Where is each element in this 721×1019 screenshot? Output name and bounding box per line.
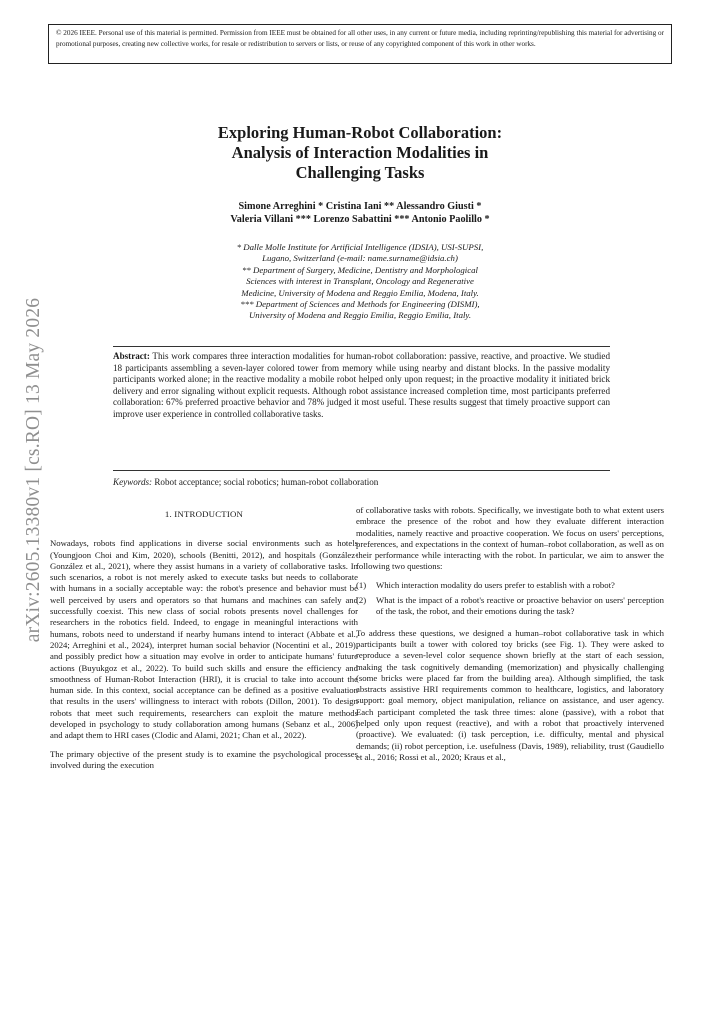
affiliation-line-3: ** Department of Surgery, Medicine, Dentistry and Morphological [242,264,478,275]
title-line-3: Challenging Tasks [295,163,425,182]
left-column [50,509,358,778]
intro-paragraph-2: The primary objective of the present study is to examine the psychological processes involved during the execution [50,748,358,770]
authors-line-1: Simone Arreghini * Cristina Iani ** Alessandro Giusti * [238,201,482,212]
intro-paragraph-4: To address these questions, we designed a human–robot collaborative task in which participants built a tower with colored toy bricks (see Fig. 1). They were asked to reproduce a seven-level color sequence shown briefly at the start of each session, making the task cognitively demanding (memorization) and physically challenging (some bricks were placed far from the building area). Although simplified, the task abstracts assistive HRI requirements common to healthcare, logistics, and laboratory support: goal memory, object manipulation, reliance on assistance, and user agency. Each participant completed the task three times: alone (passive), with a robot that helped only upon request (reactive), and with a robot that proactively intervened (proactive). We evaluated: (i) task perception, i.e. difficulty, mental and physical demands; (ii) robot perception, i.e. usefulness (Davis, 1989), reliability, trust (Gaudiello et al., 2016; Rossi et al., 2020; Kraus et al., [356,627,664,762]
list-item [356,580,664,591]
affiliation-line-5: Medicine, University of Modena and Reggio Emilia, Modena, Italy. [241,287,479,298]
arxiv-stamp [23,292,45,647]
abstract-text: This work compares three interaction modalities for human-robot collaboration: passive, reactive, and proactive. We studied 18 participants assembling a seven-layer colored tower from memory while using nearby and distant blocks. In the passive modality participants worked alone; in the reactive modality a mobile robot helped only upon request; in the proactive modality it initiated brick delivery and error signaling without explicit requests. Although robot assistance increased completion time, most participants preferred collaboration: 67% preferred proactive behavior and 78% judged it most useful. These results suggest that timely proactive support can improve user experience in controlled collaborative tasks. [113,351,611,419]
question-number: (2) [356,595,367,606]
abstract [113,351,610,420]
question-text: Which interaction modality do users prefer to establish with a robot? [376,579,615,590]
affiliation-line-2: Lugano, Switzerland (e-mail: name.surname@idsia.ch) [262,253,458,264]
abstract-top-rule [113,346,610,347]
right-column [356,505,664,770]
affiliation-line-4: Sciences with interest in Transplant, Oncology and Regenerative [246,276,474,287]
keywords [113,477,610,489]
question-text: What is the impact of a robot's reactive or proactive behavior on users' perception of the task, the robot, and their emotions during the task? [376,595,664,617]
section-heading: 1. INTRODUCTION [164,509,244,519]
title-line-2: Analysis of Interaction Modalities in [231,143,489,162]
intro-paragraph-1: Nowadays, robots find applications in diverse social environments such as hotels (Youngjoon Choi and Kim, 2020), schools (Benitti, 2012), and hospitals (González-González et al., 2021), where they assist humans in a variety of collaborative tasks. In such scenarios, a robot is not merely asked to execute tasks but needs to collaborate with humans in a socially acceptable way: the robot's presence and behavior must be well perceived by users and operators so that humans and machines can safely and successfully coexist. This new class of social robots presents novel challenges for researchers in the robotics field. Indeed, to engage in meaningful interactions with humans, robots need to understand if nearby humans intend to interact (Abbate et al., 2024; Arreghini et al., 2024), interpret human social behavior (Nocentini et al., 2019), and possibly predict how a situation may evolve in order to anticipate humans' future actions (Buyukgoz et al., 2022). To build such skills and ensure the efficiency and smoothness of Human-Robot Interaction (HRI), it is crucial to take into account the human side. In this context, social acceptance can be defined as a positive evaluation that results in the users' willingness to interact with robots (Dillon, 2001). To design robots that meet such requirements, researchers can exploit the mature methods developed in psychology to study collaboration among humans (Sebanz et al., 2006) and adapt them to HRI cases (Clodic and Alami, 2021; Chan et al., 2022). [50,538,358,741]
keywords-label: Keywords: [113,477,153,487]
question-number: (1) [356,579,367,590]
title-line-1: Exploring Human-Robot Collaboration: [217,123,503,142]
affiliation-line-6: *** Department of Sciences and Methods for Engineering (DISMI), [240,299,480,310]
authors-line-2: Valeria Villani *** Lorenzo Sabattini *** Antonio Paolillo * [230,214,490,225]
affiliation-line-7: University of Modena and Reggio Emilia, Reggio Emilia, Italy. [248,310,472,321]
research-questions [356,580,664,618]
abstract-label: Abstract: [113,351,150,361]
author-list [110,200,610,226]
affiliation-line-1: * Dalle Molle Institute for Artificial Intelligence (IDSIA), USI-SUPSI, [236,242,484,252]
arxiv-stamp-text: arXiv:2605.13380v1 [cs.RO] 13 May 2026 [23,297,44,642]
affiliations [110,242,610,322]
keywords-text: Robot acceptance; social robotics; human-robot collaboration [154,477,379,487]
list-item [356,595,664,618]
intro-paragraph-3: of collaborative tasks with robots. Specifically, we investigate both to what extent users embrace the presence of the robot and how they evaluate different interaction modalities, namely reactive and proactive cooperation. We focus on users' perceptions, preferences, and expectations in the context of human–robot collaboration, as well as on their performance while interacting with the robot. In particular, we aim to answer the following two questions: [356,505,664,572]
paper-title [140,123,580,183]
abstract-bottom-rule [113,470,610,471]
copyright-notice: © 2026 IEEE. Personal use of this material is permitted. Permission from IEEE must be obtained for all other uses, in any current or future media, including reprinting/republishing this material for advertising or promotional purposes, creating new collective works, for resale or redistribution to servers or lists, or reuse of any copyrighted component of this work in other works. [48,24,672,64]
